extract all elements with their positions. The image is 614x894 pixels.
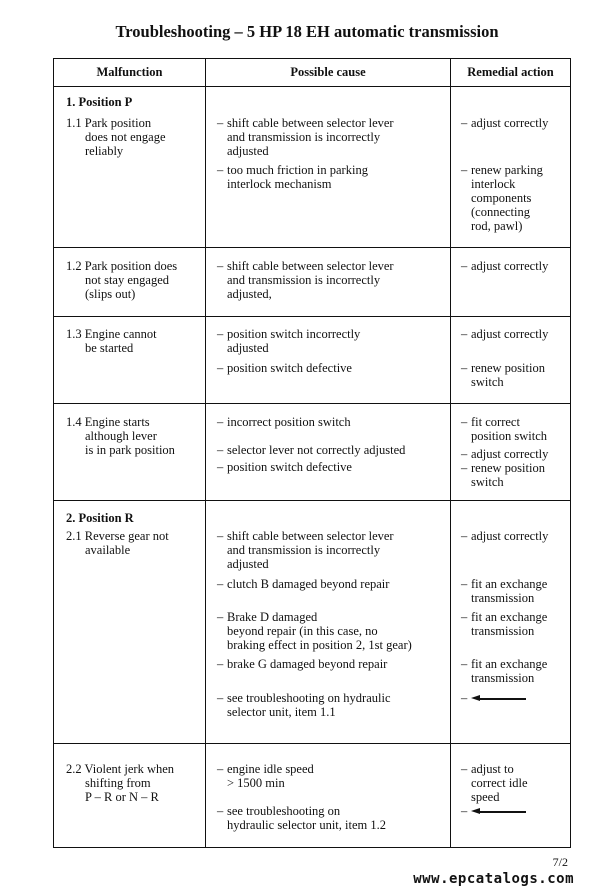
cause-dash: – (217, 691, 224, 705)
remedy-text: speed (471, 790, 500, 804)
remedy-text: position switch (471, 429, 548, 443)
malfunction-text: although lever (85, 429, 157, 443)
remedy-text: (connecting (471, 205, 531, 219)
cause-text: adjusted (227, 341, 269, 355)
cause-text: adjusted, (227, 287, 272, 301)
cause-dash: – (217, 163, 224, 177)
cause-dash: – (217, 577, 224, 591)
cause-text: position switch incorrectly (227, 327, 361, 341)
remedy-dash: – (461, 116, 468, 130)
malfunction-text: 2.1 Reverse gear not (66, 529, 169, 543)
page-title: Troubleshooting – 5 HP 18 EH automatic transmission (115, 22, 499, 41)
cause-dash: – (217, 610, 224, 624)
remedy-dash: – (461, 461, 468, 475)
remedy-dash: – (461, 259, 468, 273)
row-separator (53, 500, 571, 501)
cause-text: see troubleshooting on hydraulic (227, 691, 391, 705)
cause-text: hydraulic selector unit, item 1.2 (227, 818, 386, 832)
malfunction-text: shifting from (85, 776, 151, 790)
cause-text: adjusted (227, 144, 269, 158)
row-separator (53, 743, 571, 744)
header-possible-cause: Possible cause (290, 65, 366, 79)
cause-dash: – (217, 529, 224, 543)
remedy-dash: – (461, 610, 468, 624)
remedy-dash: – (461, 657, 468, 671)
remedy-text: adjust correctly (471, 259, 549, 273)
cause-dash: – (217, 327, 224, 341)
malfunction-text: does not engage (85, 130, 166, 144)
cause-dash: – (217, 415, 224, 429)
malfunction-text: 1.3 Engine cannot (66, 327, 157, 341)
cause-text: and transmission is incorrectly (227, 130, 381, 144)
malfunction-text: (slips out) (85, 287, 136, 301)
table-left-border (53, 58, 54, 848)
remedy-text: components (471, 191, 532, 205)
remedy-text: rod, pawl) (471, 219, 523, 233)
cause-dash: – (217, 116, 224, 130)
cause-text: clutch B damaged beyond repair (227, 577, 390, 591)
table-bottom-border (53, 847, 571, 848)
cause-dash: – (217, 460, 224, 474)
cause-text: selector lever not correctly adjusted (227, 443, 406, 457)
malfunction-text: 1.4 Engine starts (66, 415, 150, 429)
remedy-text: switch (471, 475, 504, 489)
row-separator (53, 247, 571, 248)
column-separator (205, 58, 206, 848)
cause-text: adjusted (227, 557, 269, 571)
remedy-text: adjust correctly (471, 447, 549, 461)
cause-dash: – (217, 361, 224, 375)
remedy-dash: – (461, 529, 468, 543)
cause-text: interlock mechanism (227, 177, 332, 191)
remedy-text: renew parking (471, 163, 543, 177)
page-number: 7/2 (552, 855, 568, 869)
cause-dash: – (217, 443, 224, 457)
footer-site-link[interactable]: www.epcatalogs.com (413, 871, 574, 887)
cause-text: and transmission is incorrectly (227, 543, 381, 557)
column-separator (450, 58, 451, 848)
cause-dash: – (217, 657, 224, 671)
section-heading-position-r: 2. Position R (66, 511, 134, 525)
malfunction-text: reliably (85, 144, 124, 158)
remedy-dash: – (461, 447, 468, 461)
remedy-text: transmission (471, 671, 535, 685)
malfunction-text: 1.1 Park position (66, 116, 152, 130)
remedy-dash: – (461, 163, 468, 177)
section-heading-position-p: 1. Position P (66, 95, 133, 109)
malfunction-text: available (85, 543, 131, 557)
cause-text: selector unit, item 1.1 (227, 705, 336, 719)
cause-text: shift cable between selector lever (227, 259, 394, 273)
remedy-text: adjust correctly (471, 327, 549, 341)
cause-text: engine idle speed (227, 762, 314, 776)
remedy-dash: – (461, 691, 468, 705)
cause-text: Brake D damaged (227, 610, 318, 624)
cause-dash: – (217, 259, 224, 273)
malfunction-text: P – R or N – R (85, 790, 159, 804)
cause-text: and transmission is incorrectly (227, 273, 381, 287)
cause-text: position switch defective (227, 460, 352, 474)
cause-text: see troubleshooting on (227, 804, 341, 818)
remedy-text: fit an exchange (471, 610, 548, 624)
remedy-dash: – (461, 804, 468, 818)
remedy-dash: – (461, 415, 468, 429)
row-separator (53, 403, 571, 404)
remedy-text: fit an exchange (471, 577, 548, 591)
remedy-text: renew position (471, 361, 545, 375)
row-separator (53, 316, 571, 317)
remedy-text: correct idle (471, 776, 528, 790)
header-remedial-action: Remedial action (467, 65, 554, 79)
remedy-text: adjust correctly (471, 529, 549, 543)
cause-text: brake G damaged beyond repair (227, 657, 388, 671)
remedy-text: adjust to (471, 762, 514, 776)
remedy-text: switch (471, 375, 504, 389)
header-separator (53, 86, 571, 87)
remedy-text: interlock (471, 177, 516, 191)
cause-text: beyond repair (in this case, no (227, 624, 378, 638)
cause-text: > 1500 min (227, 776, 285, 790)
remedy-text: renew position (471, 461, 545, 475)
remedy-dash: – (461, 577, 468, 591)
remedy-dash: – (461, 361, 468, 375)
remedy-text: adjust correctly (471, 116, 549, 130)
malfunction-text: is in park position (85, 443, 175, 457)
cause-dash: – (217, 804, 224, 818)
remedy-text: transmission (471, 591, 535, 605)
malfunction-text: 2.2 Violent jerk when (66, 762, 175, 776)
remedy-text: transmission (471, 624, 535, 638)
table-right-border (570, 58, 571, 848)
cause-text: shift cable between selector lever (227, 529, 394, 543)
malfunction-text: be started (85, 341, 134, 355)
remedy-text: fit an exchange (471, 657, 548, 671)
cause-text: too much friction in parking (227, 163, 368, 177)
cause-dash: – (217, 762, 224, 776)
remedy-dash: – (461, 327, 468, 341)
remedy-text: fit correct (471, 415, 520, 429)
cause-text: braking effect in position 2, 1st gear) (227, 638, 412, 652)
malfunction-text: not stay engaged (85, 273, 170, 287)
cause-text: shift cable between selector lever (227, 116, 394, 130)
header-malfunction: Malfunction (96, 65, 163, 79)
table-top-border (53, 58, 571, 59)
malfunction-text: 1.2 Park position does (66, 259, 178, 273)
remedy-dash: – (461, 762, 468, 776)
cause-text: incorrect position switch (227, 415, 351, 429)
cause-text: position switch defective (227, 361, 352, 375)
